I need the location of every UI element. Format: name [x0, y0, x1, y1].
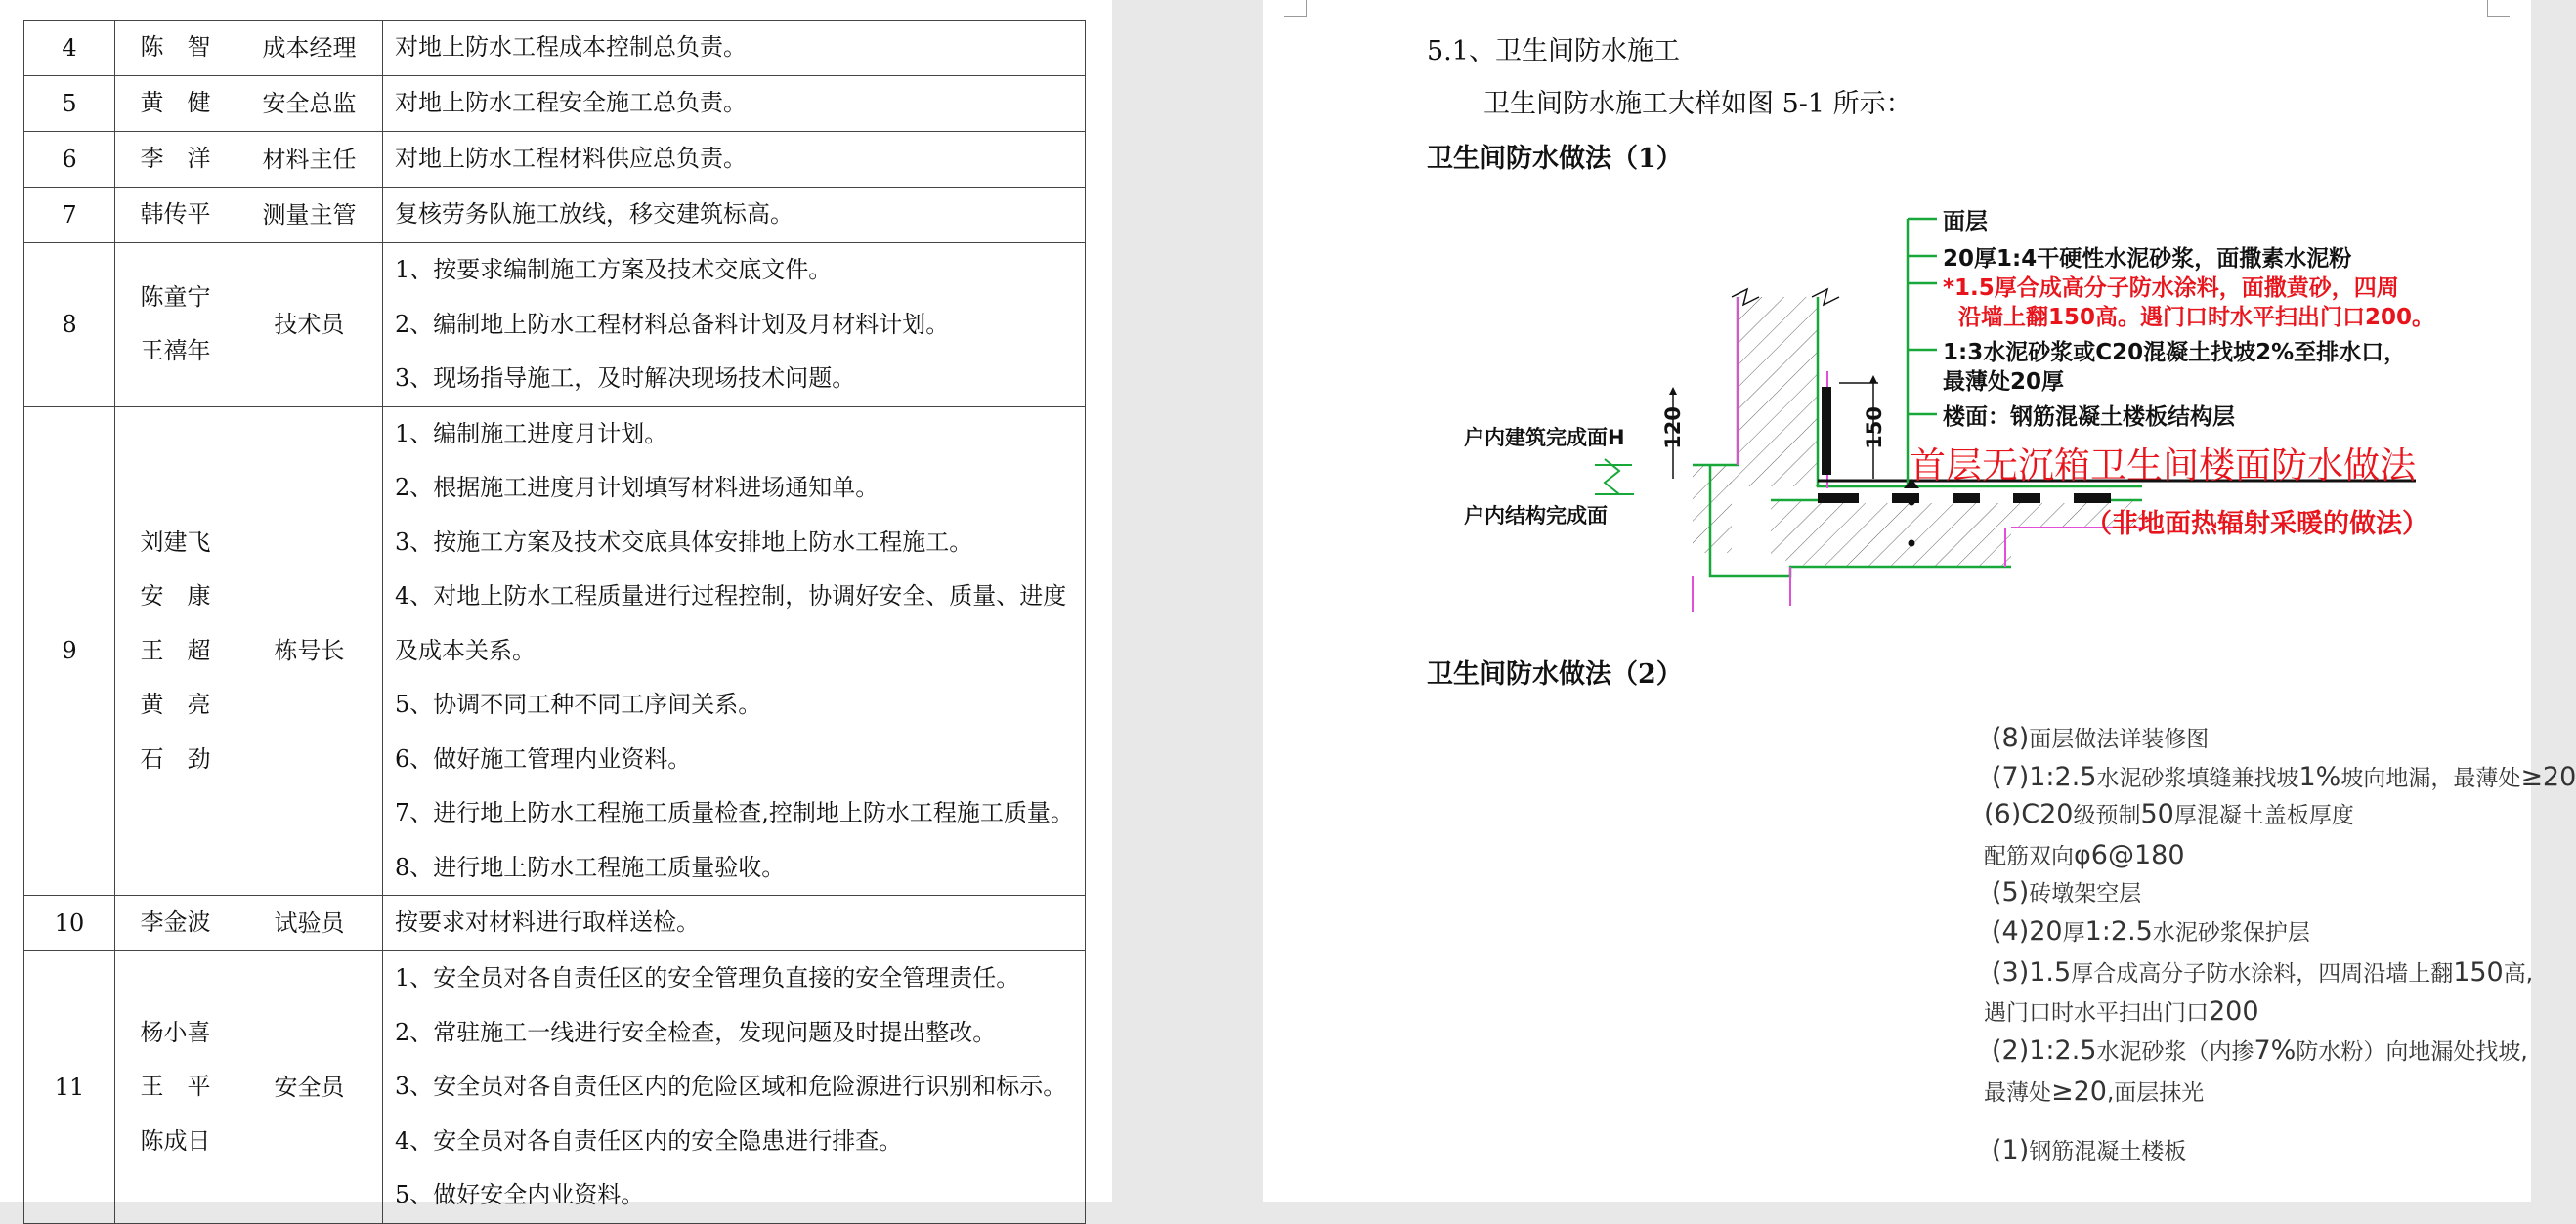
- duty-line: 3、现场指导施工，及时解决现场技术问题。: [395, 364, 856, 392]
- duties-cell: [383, 243, 1086, 407]
- diagram2-layer-text: ,面层抹光: [2106, 1080, 2205, 1106]
- staff-names-cell: [115, 896, 236, 951]
- layer-label-structural-slab: 楼面：钢筋混凝土楼板结构层: [1943, 404, 2235, 430]
- diagram2-layer-text: (8): [1992, 723, 2030, 753]
- table-row: [24, 188, 1086, 243]
- diagram2-layer-text: 高,: [2503, 961, 2534, 987]
- staff-name: 刘建飞: [140, 528, 211, 556]
- row-number: 8: [24, 243, 115, 407]
- layer-label-waterproof-coating: *1.5厚合成高分子防水涂料，面撒黄砂，四周: [1943, 275, 2399, 301]
- staff-role: 安全员: [236, 951, 383, 1224]
- duty-line: 5、协调不同工种不同工序间关系。: [395, 691, 762, 718]
- diagram1-title: 首层无沉箱卫生间楼面防水做法: [1910, 444, 2416, 486]
- diagram2-layer-item: [1984, 1075, 2204, 1107]
- table-row: [24, 132, 1086, 188]
- diagram2-layer-text: 面层做法详装修图: [2029, 727, 2210, 752]
- staff-name: 李 洋: [140, 145, 211, 173]
- intro-paragraph: 卫生间防水施工大样如图 5-1 所示：: [1483, 89, 1912, 119]
- diagram2-layer-text: 防水粉）向地漏处找坡,: [2296, 1039, 2528, 1065]
- diagram2-layer-text: 1%: [2298, 762, 2341, 792]
- duty-line: 1、安全员对各自责任区的安全管理负直接的安全管理责任。: [395, 964, 1020, 992]
- diagram2-layer-item: [1992, 875, 2141, 907]
- diagram2-layer-text: ≥20: [2051, 1076, 2107, 1107]
- row-number: 10: [24, 896, 115, 951]
- duty-line: 2、根据施工进度月计划填写材料进场通知单。: [395, 474, 880, 501]
- layer-label-waterproof-coating-cont: 沿墙上翻150高。遇门口时水平扫出门口200。: [1958, 305, 2435, 330]
- diagram2-layer-text: 水泥砂浆（内掺: [2096, 1039, 2254, 1065]
- duty-line: 6、做好施工管理内业资料。: [395, 744, 692, 773]
- staff-name: 安 康: [140, 582, 211, 610]
- staff-responsibility-table: [23, 20, 1086, 1224]
- duty-line: 3、按施工方案及技术交底具体安排地上防水工程施工。: [395, 528, 973, 556]
- diagram2-layer-item: [1984, 797, 2354, 829]
- duty-line: 2、编制地上防水工程材料总备料计划及月材料计划。: [395, 310, 950, 338]
- duty-line: 3、安全员对各自责任区内的危险区域和危险源进行识别和标示。: [395, 1073, 1067, 1100]
- diagram2-layer-text: 水泥砂浆保护层: [2152, 920, 2310, 946]
- diagram2-layer-item: [1992, 914, 2310, 947]
- duty-line: 5、做好安全内业资料。: [395, 1181, 645, 1208]
- row-number: 7: [24, 188, 115, 243]
- table-row: [24, 951, 1086, 1224]
- staff-name: 黄 亮: [140, 691, 211, 718]
- dimension-150: 150: [1862, 406, 1886, 449]
- staff-role: 试验员: [236, 896, 383, 951]
- layer-label-surface: 面层: [1943, 209, 1988, 234]
- diagram2-layer-text: (2): [1992, 1035, 2030, 1066]
- label-finished-floor: 户内建筑完成面H: [1464, 426, 1625, 449]
- duties-cell: [383, 76, 1086, 132]
- duty-line: 及成本关系。: [395, 636, 536, 664]
- diagram2-layer-text: 1:2.5: [2029, 762, 2097, 792]
- diagram2-layer-text: 厚合成高分子防水涂料，四周沿墙上翻: [2071, 961, 2454, 987]
- diagram2-layer-item: [1992, 1133, 2186, 1165]
- diagram2-layer-text: 厚混凝土盖板厚度: [2173, 803, 2354, 828]
- staff-role: 成本经理: [236, 21, 383, 76]
- diagram2-layer-text: 遇门口时水平扫出门口: [1984, 1000, 2209, 1026]
- duty-line: 对地上防水工程安全施工总负责。: [395, 89, 747, 117]
- table-row: [24, 76, 1086, 132]
- diagram2-layer-text: 50: [2140, 799, 2174, 829]
- diagram2-layer-text: 7%: [2254, 1035, 2297, 1066]
- method-2-title: 卫生间防水做法（2）: [1427, 659, 1683, 690]
- diagram2-layer-text: 坡向地漏，最薄处: [2340, 766, 2521, 791]
- staff-name: 王 平: [140, 1073, 211, 1100]
- staff-name: 李金波: [140, 908, 211, 937]
- staff-name: 陈成日: [140, 1126, 211, 1155]
- diagram2-layer-item: [1992, 1034, 2528, 1066]
- staff-name: 王禧年: [140, 337, 211, 365]
- staff-name: 石 劲: [140, 744, 211, 773]
- row-number: 11: [24, 951, 115, 1224]
- diagram2-layer-text: (3): [1992, 957, 2030, 988]
- diagram2-layer-text: C20: [2021, 799, 2074, 829]
- staff-names-cell: [115, 951, 236, 1224]
- staff-role: 安全总监: [236, 76, 383, 132]
- table-row: [24, 406, 1086, 896]
- dimension-120: 120: [1660, 406, 1685, 449]
- row-number: 6: [24, 132, 115, 188]
- layer-label-screed: 1:3水泥砂浆或C20混凝土找坡2%至排水口，: [1943, 340, 2407, 365]
- staff-names-cell: [115, 21, 236, 76]
- duty-line: 1、按要求编制施工方案及技术交底文件。: [395, 256, 833, 283]
- layer-label-mortar: 20厚1:4干硬性水泥砂浆，面撒素水泥粉: [1943, 246, 2352, 272]
- duty-line: 7、进行地上防水工程施工质量检查,控制地上防水工程施工质量。: [395, 799, 1074, 826]
- staff-names-cell: [115, 132, 236, 188]
- table-row: [24, 243, 1086, 407]
- duties-cell: [383, 188, 1086, 243]
- table-row: [24, 21, 1086, 76]
- staff-role: 测量主管: [236, 188, 383, 243]
- method-1-title: 卫生间防水做法（1）: [1427, 144, 1683, 174]
- diagram2-layer-text: (4): [1992, 916, 2030, 947]
- diagram2-layer-text: 砖墩架空层: [2029, 881, 2142, 907]
- diagram2-layer-item: [1992, 955, 2533, 988]
- duty-line: 8、进行地上防水工程施工质量验收。: [395, 853, 786, 881]
- diagram2-layer-text: ≥20: [2520, 762, 2576, 792]
- diagram2-layer-text: 水泥砂浆填缝兼找坡: [2096, 766, 2299, 791]
- diagram2-layer-text: 1:2.5: [2029, 1035, 2097, 1066]
- duty-line: 1、编制施工进度月计划。: [395, 419, 668, 447]
- duty-line: 按要求对材料进行取样送检。: [395, 908, 700, 937]
- staff-name: 陈 智: [140, 33, 211, 62]
- diagram2-layer-item: [1984, 994, 2259, 1027]
- diagram2-layer-text: 20: [2029, 916, 2063, 947]
- right-document-page: [1263, 0, 2576, 1202]
- row-number: 4: [24, 21, 115, 76]
- duties-cell: [383, 21, 1086, 76]
- layer-label-screed-cont: 最薄处20厚: [1943, 369, 2065, 395]
- duty-line: 4、对地上防水工程质量进行过程控制，协调好安全、质量、进度: [395, 582, 1067, 610]
- duty-line: 复核劳务队施工放线，移交建筑标高。: [395, 200, 794, 229]
- staff-names-cell: [115, 243, 236, 407]
- diagram2-layer-text: 厚: [2062, 920, 2085, 946]
- duties-cell: [383, 132, 1086, 188]
- staff-names-cell: [115, 406, 236, 896]
- staff-names-cell: [115, 188, 236, 243]
- duty-line: 2、常驻施工一线进行安全检查，发现问题及时提出整改。: [395, 1018, 997, 1046]
- row-number: 9: [24, 406, 115, 896]
- diagram2-layer-text: 150: [2453, 957, 2504, 988]
- diagram1-subtitle: （非地面热辐射采暖的做法）: [2085, 509, 2428, 539]
- staff-names-cell: [115, 76, 236, 132]
- label-structural-floor: 户内结构完成面: [1464, 504, 1608, 528]
- left-document-page: [0, 0, 1112, 1208]
- diagram2-layer-text: (5): [1992, 877, 2030, 907]
- section-heading: 5.1、卫生间防水施工: [1427, 36, 1680, 66]
- duties-cell: [383, 406, 1086, 896]
- diagram2-layer-text: (6): [1984, 799, 2022, 829]
- row-number: 5: [24, 76, 115, 132]
- diagram2-layer-item: [1984, 838, 2185, 870]
- diagram2-layer-text: (1): [1992, 1135, 2030, 1165]
- staff-name: 杨小喜: [140, 1018, 211, 1046]
- staff-role: 材料主任: [236, 132, 383, 188]
- diagram2-layer-text: 配筋双向: [1984, 844, 2074, 869]
- diagram2-layer-text: 级预制: [2073, 803, 2141, 828]
- diagram2-layer-text: 1.5: [2029, 957, 2072, 988]
- diagram2-layer-text: 钢筋混凝土楼板: [2029, 1139, 2187, 1164]
- staff-role: 技术员: [236, 243, 383, 407]
- diagram2-layer-text: 1:2.5: [2084, 916, 2153, 947]
- staff-name: 王 超: [140, 636, 211, 664]
- diagram2-layer-text: (7): [1992, 762, 2030, 792]
- table-row: [24, 896, 1086, 951]
- staff-name: 韩传平: [140, 200, 211, 229]
- diagram2-layer-text: 200: [2209, 996, 2259, 1027]
- diagram2-layer-text: 最薄处: [1984, 1080, 2051, 1106]
- duties-cell: [383, 896, 1086, 951]
- staff-name: 陈童宁: [140, 282, 211, 311]
- duty-line: 对地上防水工程材料供应总负责。: [395, 145, 747, 173]
- diagram2-layer-text: φ6@180: [2074, 840, 2185, 870]
- diagram2-layer-item: [1992, 721, 2209, 753]
- staff-role: 栋号长: [236, 406, 383, 896]
- duties-cell: [383, 951, 1086, 1224]
- duty-line: 对地上防水工程成本控制总负责。: [395, 33, 747, 62]
- duty-line: 4、安全员对各自责任区内的安全隐患进行排查。: [395, 1126, 903, 1155]
- staff-name: 黄 健: [140, 89, 211, 117]
- diagram2-layer-item: [1992, 760, 2576, 792]
